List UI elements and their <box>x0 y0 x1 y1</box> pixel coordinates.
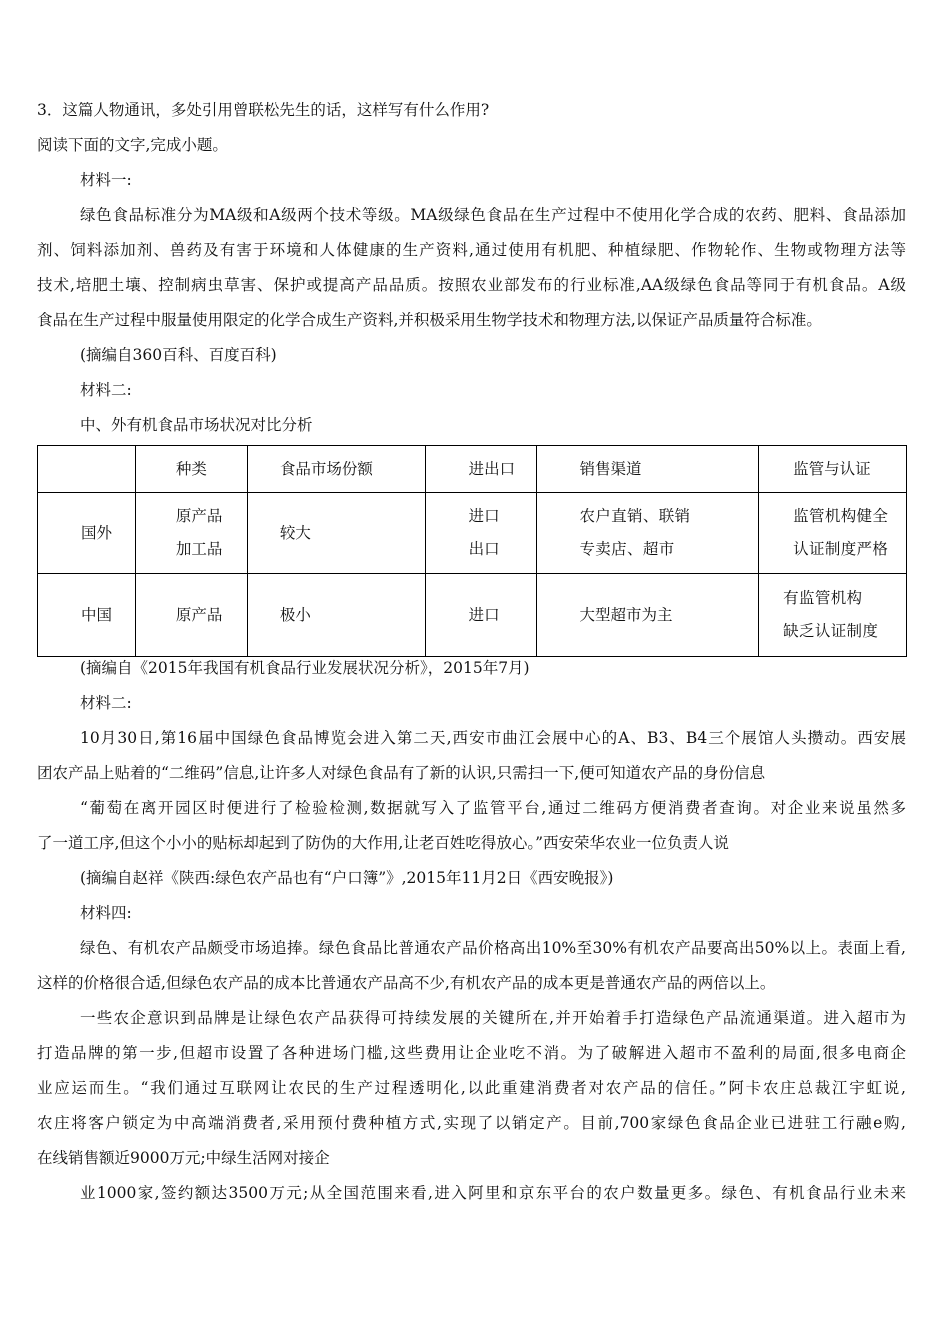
material-1-source: (摘编自360百科、百度百科) <box>80 346 277 364</box>
channel-item: 农户直销、联销 <box>579 507 691 525</box>
material-4-line: 绿色、有机农产品颇受市场追捧。绿色食品比普通农产品价格高出10%至30%有机农产品要高出50%以上。表面上看, <box>80 939 906 957</box>
material-4-line: 这样的价格很合适,但绿色农产品的成本比普通农产品高不少,有机农产品的成本更是普通农产品的两倍以上。 <box>37 974 776 992</box>
material-3-line: 了一道工序,但这个小小的贴标却起到了防伪的大作用,让老百姓吃得放心。”西安荣华农业一位负责人说 <box>37 834 730 852</box>
table-title: 中、外有机食品市场状况对比分析 <box>80 416 313 434</box>
table-row <box>38 574 907 657</box>
material-4-line: 业应运而生。“我们通过互联网让农民的生产过程透明化,以此重建消费者对农产品的信任。”阿卡农庄总裁江宇虹说, <box>37 1079 906 1097</box>
material-1-line: 技术,培肥土壤、控制病虫草害、保护或提高产品品质。按照农业部发布的行业标准,AA级绿色食品等同于有机食品。A级 <box>37 276 906 294</box>
comparison-table <box>37 445 907 657</box>
share-cell: 较大 <box>247 493 425 574</box>
region-cell: 中国 <box>38 574 136 657</box>
instruction: 阅读下面的文字,完成小题。 <box>37 136 228 154</box>
material-1-line: 绿色食品标准分为MA级和A级两个技术等级。MA级绿色食品在生产过程中不使用化学合成的农药、肥料、食品添加 <box>80 206 906 224</box>
header-cell: 进出口 <box>425 446 537 493</box>
supervision-cell <box>759 493 907 574</box>
material-4-line: 在线销售额近9000万元;中绿生活网对接企 <box>37 1149 330 1167</box>
io-cell: 进口 <box>425 574 537 657</box>
material-3-title: 材料二: <box>80 694 132 712</box>
supervision-item: 监管机构健全 <box>793 507 889 525</box>
header-cell: 监管与认证 <box>759 446 907 493</box>
material-3-source: (摘编自赵祥《陕西:绿色农产品也有“户口簿”》,2015年11月2日《西安晚报》) <box>80 869 614 887</box>
table-header-row <box>38 446 907 493</box>
supervision-item: 缺乏认证制度 <box>783 622 879 640</box>
share-cell: 极小 <box>247 574 425 657</box>
material-4-line: 一些农企意识到品牌是让绿色农产品获得可持续发展的关键所在,并开始着手打造绿色产品流通渠道。进入超市为 <box>80 1009 906 1027</box>
header-cell: 食品市场份额 <box>247 446 425 493</box>
material-4-line: 农庄将客户锁定为中高端消费者,采用预付费种植方式,实现了以销定产。目前,700家绿色食品企业已进驻工行融e购, <box>37 1114 906 1132</box>
header-cell <box>38 446 136 493</box>
channel-cell <box>537 493 759 574</box>
material-1-line: 食品在生产过程中服量使用限定的化学合成生产资料,并积极采用生物学技术和物理方法,以保证产品质量符合标准。 <box>37 311 822 329</box>
header-cell: 销售渠道 <box>537 446 759 493</box>
io-item: 出口 <box>468 540 500 558</box>
material-2-title: 材料二: <box>80 381 132 399</box>
material-1-line: 剂、饲料添加剂、兽药及有害于环境和人体健康的生产资料,通过使用有机肥、种植绿肥、作物轮作、生物或物理方法等 <box>37 241 906 259</box>
region-cell: 国外 <box>38 493 136 574</box>
supervision-cell <box>759 574 907 657</box>
material-3-line: 团农产品上贴着的“二维码”信息,让许多人对绿色食品有了新的认识,只需扫一下,便可知道农产品的身份信息 <box>37 764 766 782</box>
table-row <box>38 493 907 574</box>
material-2-source: (摘编自《2015年我国有机食品行业发展状况分析》，2015年7月) <box>80 659 530 677</box>
kind-item: 加工品 <box>175 540 223 558</box>
question-3: 3．这篇人物通讯，多处引用曾联松先生的话，这样写有什么作用? <box>37 101 490 119</box>
io-item: 进口 <box>468 507 500 525</box>
io-cell <box>425 493 537 574</box>
material-4-title: 材料四: <box>80 904 132 922</box>
header-cell: 种类 <box>135 446 247 493</box>
channel-cell: 大型超市为主 <box>537 574 759 657</box>
material-3-line: 10月30日,第16届中国绿色食品博览会进入第二天,西安市曲江会展中心的A、B3、B4三个展馆人头攒动。西安展 <box>80 729 906 747</box>
material-3-line: “葡萄在离开园区时便进行了检验检测,数据就写入了监管平台,通过二维码方便消费者查询。对企业来说虽然多 <box>80 799 906 817</box>
kind-cell: 原产品 <box>135 574 247 657</box>
supervision-item: 认证制度严格 <box>793 540 889 558</box>
supervision-item: 有监管机构 <box>783 589 863 607</box>
kind-cell <box>135 493 247 574</box>
kind-item: 原产品 <box>175 507 223 525</box>
channel-item: 专卖店、超市 <box>579 540 675 558</box>
material-1-title: 材料一: <box>80 171 132 189</box>
material-4-line: 打造品牌的第一步,但超市设置了各种进场门槛,这些费用让企业吃不消。为了破解进入超市不盈利的局面,很多电商企 <box>37 1044 906 1062</box>
material-4-line: 业1000家,签约额达3500万元;从全国范围来看,进入阿里和京东平台的农户数量更多。绿色、有机食品行业未来 <box>80 1184 906 1202</box>
